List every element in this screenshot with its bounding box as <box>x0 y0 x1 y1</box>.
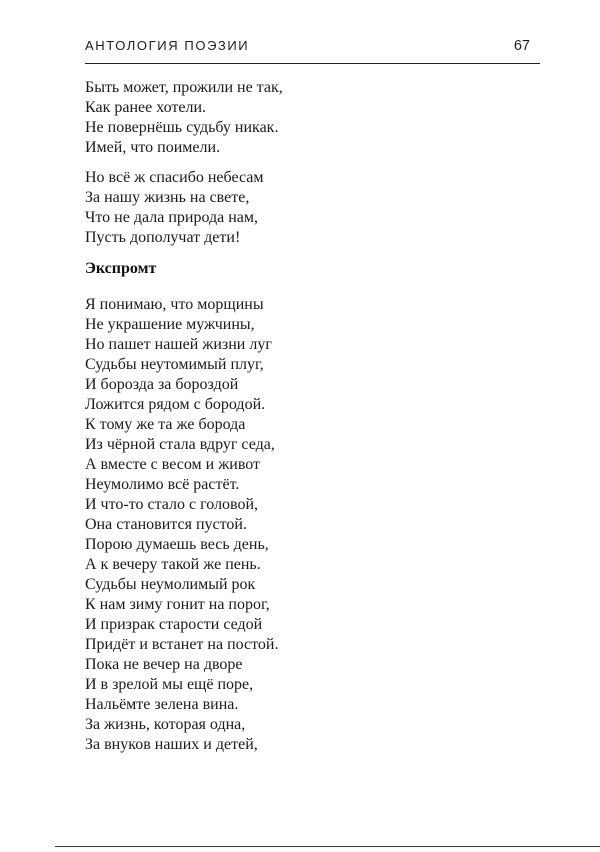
poem-line: К нам зиму гонит на порог, <box>85 596 270 613</box>
section-heading: Экспромт <box>85 260 157 277</box>
poem-line: Что не дала природа нам, <box>85 209 259 226</box>
poem-line: Судьбы неумолимый рок <box>85 576 256 593</box>
poem-line: И что-то стало с головой, <box>85 496 259 513</box>
footer-rule <box>55 846 600 847</box>
poem-line: Имей, что поимели. <box>85 139 221 156</box>
poem-line: За жизнь, которая одна, <box>85 716 246 733</box>
poem-line: Пока не вечер на дворе <box>85 656 243 673</box>
poem-line: И борозда за бороздой <box>85 376 239 393</box>
running-header <box>85 38 540 54</box>
poem-line: За внуков наших и детей, <box>85 736 258 753</box>
page-number: 67 <box>513 38 530 54</box>
poem-line: И призрак старости седой <box>85 616 263 633</box>
poem-line: Она становится пустой. <box>85 516 247 533</box>
poem-line: А к вечеру такой же пень. <box>85 556 261 573</box>
poem-line: А вместе с весом и живот <box>85 456 261 473</box>
poem-line: Неумолимо всё растёт. <box>85 476 240 493</box>
poem-line: К тому же та же борода <box>85 416 246 433</box>
poem-line: Нальёмте зелена вина. <box>85 696 239 713</box>
poem-line: Но пашет нашей жизни луг <box>85 336 272 353</box>
poem-line: Придёт и встанет на постой. <box>85 636 279 653</box>
stanza-1 <box>85 78 540 158</box>
poem-line: Из чёрной стала вдруг седа, <box>85 436 275 453</box>
poem-line: За нашу жизнь на свете, <box>85 189 250 206</box>
poem-line: Пусть дополучат дети! <box>85 229 241 246</box>
header-title: АНТОЛОГИЯ ПОЭЗИИ <box>85 38 250 53</box>
poem-line: Быть может, прожили не так, <box>85 79 283 96</box>
poem-line: Ложится рядом с бородой. <box>85 396 266 413</box>
poem-line: Я понимаю, что морщины <box>85 296 264 313</box>
stanza-2 <box>85 168 540 248</box>
poem-line: Порою думаешь весь день, <box>85 536 269 553</box>
poem-line: Не украшение мужчины, <box>85 316 255 333</box>
poem-line: Но всё ж спасибо небесам <box>85 169 264 186</box>
poem-line: Не повернёшь судьбу никак. <box>85 119 279 136</box>
poem-line: И в зрелой мы ещё поре, <box>85 676 254 693</box>
header-rule <box>85 63 540 64</box>
poem-line: Судьбы неутомимый плуг, <box>85 356 264 373</box>
poem-line: Как ранее хотели. <box>85 99 207 116</box>
poem-ekspromt <box>85 295 540 755</box>
